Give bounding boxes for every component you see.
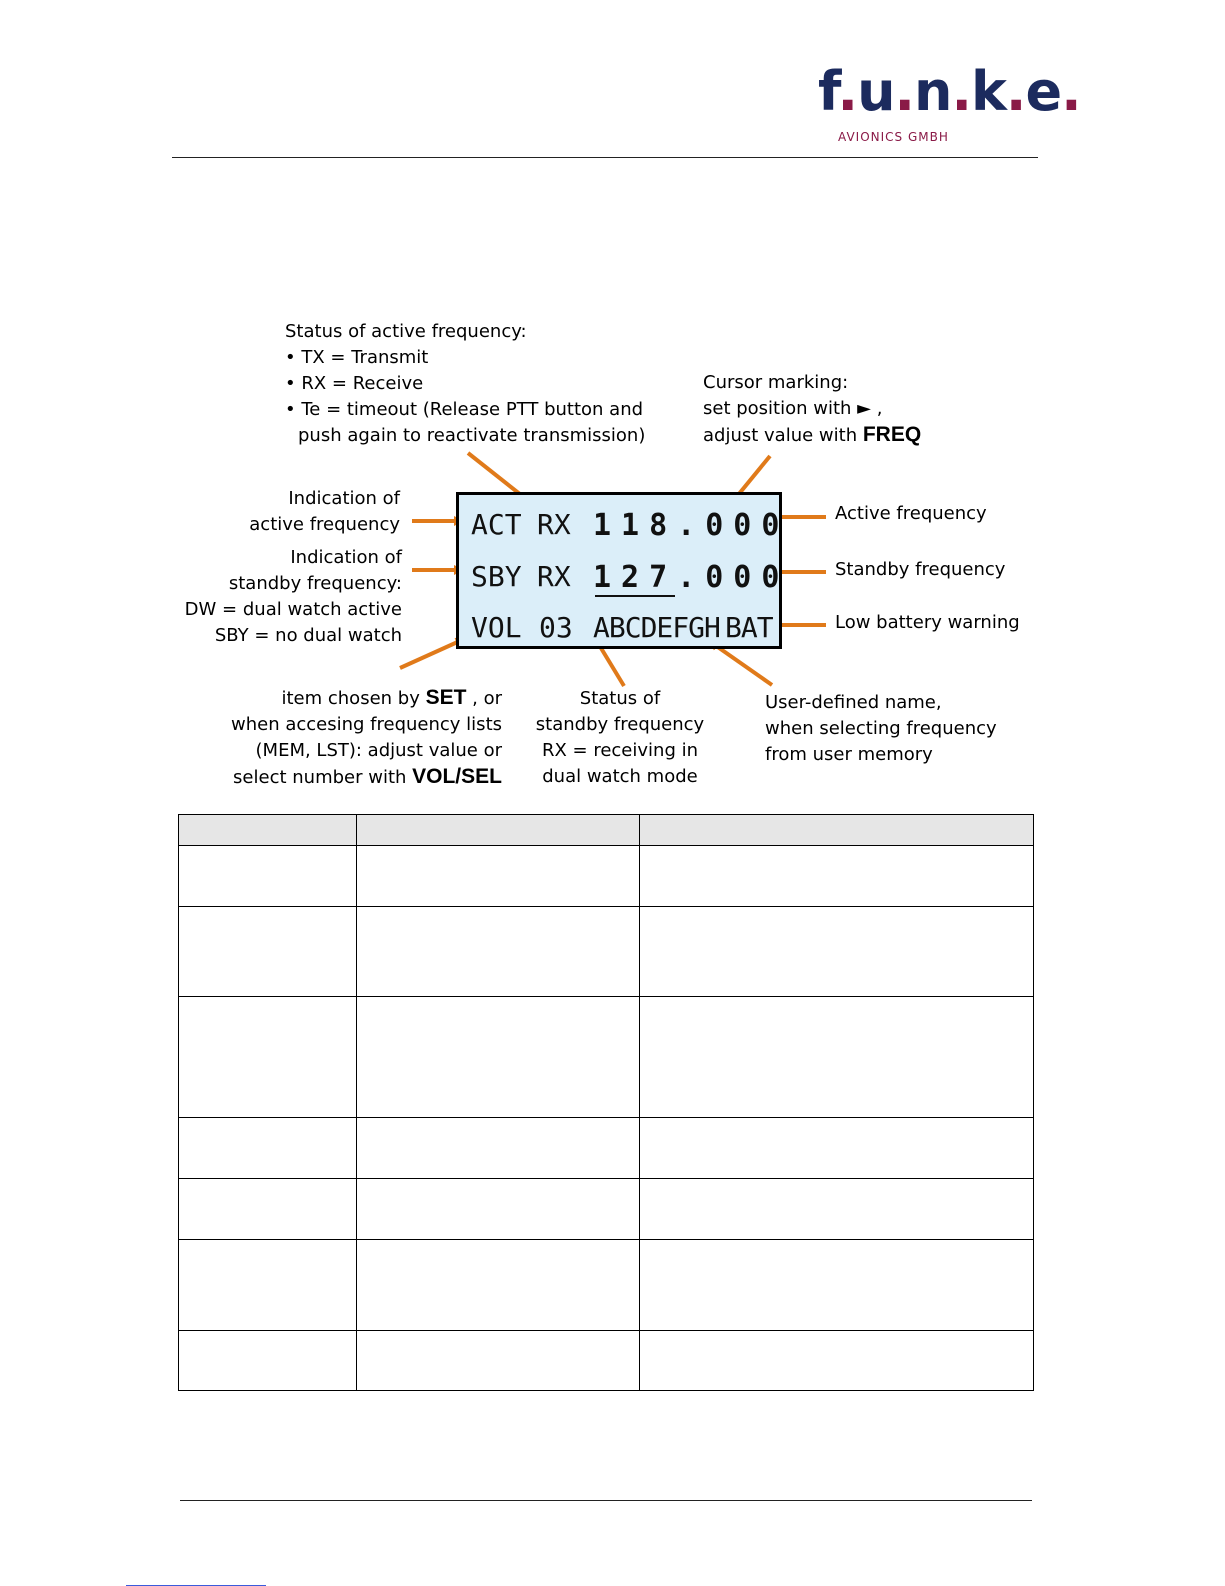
table-cell: [356, 1240, 640, 1331]
description-table: [178, 814, 1034, 1391]
table-cell: [179, 1240, 357, 1331]
label-item-chosen: item chosen by SET , or when accesing frequency lists (MEM, LST): adjust value or select number with VOL/SEL: [231, 686, 502, 788]
table-cell: [640, 1118, 1034, 1179]
logo-subtext: AVIONICS GMBH: [838, 130, 949, 144]
table-cell: [356, 846, 640, 907]
label-active-frequency: Active frequency: [835, 503, 987, 524]
table-row: [179, 1118, 1034, 1179]
table-cell: [356, 997, 640, 1118]
lcd-row-standby: [459, 560, 790, 600]
table-header-cell: [179, 815, 357, 846]
table-cell: [640, 997, 1034, 1118]
table-header-cell: [640, 815, 1034, 846]
lcd-act-frequency: 118.000: [593, 508, 790, 543]
table-cell: [179, 1331, 357, 1391]
table-header-row: [179, 815, 1034, 846]
table-cell: [640, 907, 1034, 997]
table-cell: [179, 907, 357, 997]
table-row: [179, 1331, 1034, 1391]
lcd-sby-label: SBY: [471, 560, 522, 593]
table-cell: [356, 1118, 640, 1179]
table-cell: [640, 846, 1034, 907]
lcd-row-volume: [459, 611, 779, 651]
table-cell: [640, 1240, 1034, 1331]
table-row: [179, 907, 1034, 997]
label-indication-standby: Indication of standby frequency: DW = dual watch active SBY = no dual watch: [184, 547, 402, 646]
table-cell: [640, 1179, 1034, 1240]
label-indication-active: Indication of active frequency: [249, 488, 400, 535]
table-row: [179, 1179, 1034, 1240]
lcd-row-active: [459, 508, 790, 548]
table-row: [179, 846, 1034, 907]
table-cell: [640, 1331, 1034, 1391]
lcd-act-label: ACT: [471, 508, 522, 541]
lcd-cursor-underline: [595, 595, 675, 597]
arrow-item-chosen: [400, 640, 462, 668]
label-cursor-marking: Cursor marking: set position with ► , adjust value with FREQ: [703, 372, 922, 446]
table-cell: [356, 907, 640, 997]
lcd-vol-label: VOL: [471, 611, 522, 644]
lcd-sby-status: RX: [537, 560, 571, 593]
label-status-active: Status of active frequency: • TX = Transmit • RX = Receive • Te = timeout (Release PTT button and push again to reactivate transmission): [285, 321, 646, 446]
table-cell: [179, 1179, 357, 1240]
lcd-screen: [456, 492, 790, 649]
lcd-act-status: RX: [537, 508, 571, 541]
table-cell: [356, 1331, 640, 1391]
table-cell: [356, 1179, 640, 1240]
label-user-defined-name: User-defined name, when selecting frequency from user memory: [765, 692, 997, 765]
table-header-cell: [356, 815, 640, 846]
lcd-sby-frequency: 127.000: [593, 560, 790, 595]
label-standby-frequency: Standby frequency: [835, 559, 1006, 580]
footer-divider: [180, 1500, 1032, 1501]
table-cell: [179, 846, 357, 907]
lcd-battery-warning: BAT: [725, 611, 773, 644]
table-row: [179, 997, 1034, 1118]
table-cell: [179, 1118, 357, 1179]
table-row: [179, 1240, 1034, 1331]
label-low-battery-warning: Low battery warning: [835, 612, 1020, 633]
logo-text: f.u.n.k.e.: [818, 60, 1081, 123]
table-cell: [179, 997, 357, 1118]
lcd-user-name: ABCDEFGH: [593, 611, 720, 644]
label-status-standby: Status of standby frequency RX = receiving in dual watch mode: [535, 688, 705, 787]
lcd-vol-value: 03: [539, 611, 573, 644]
